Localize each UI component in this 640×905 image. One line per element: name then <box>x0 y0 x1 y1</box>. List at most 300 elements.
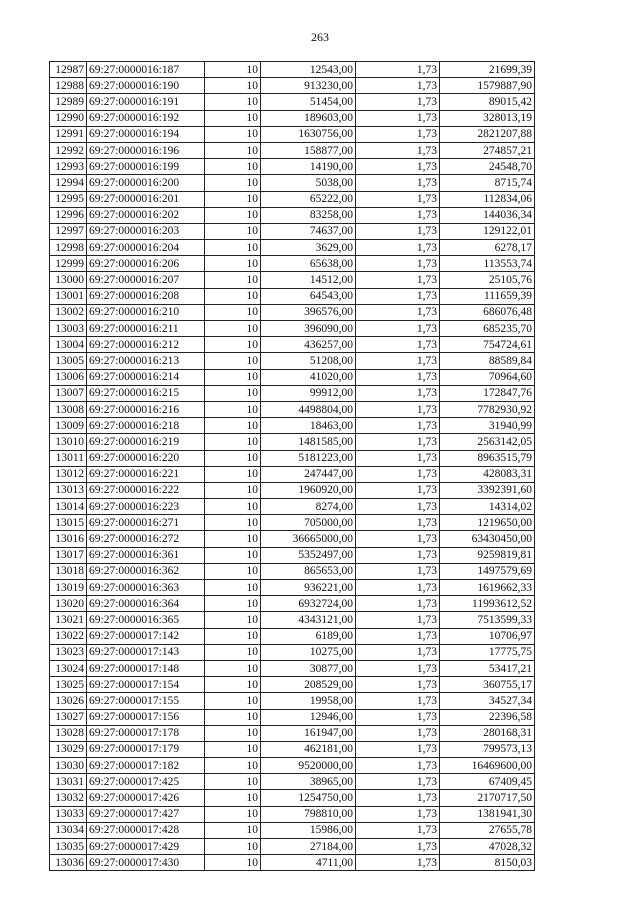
cadastral-value-cell: 685235,70 <box>440 321 535 337</box>
cadastral-number-cell: 69:27:0000016:203 <box>87 223 205 239</box>
table-row <box>50 677 535 693</box>
cadastral-number-cell: 69:27:0000016:199 <box>87 159 205 175</box>
area-value-cell: 41020,00 <box>261 369 356 385</box>
cadastral-value-cell: 88589,84 <box>440 353 535 369</box>
area-value-cell: 51208,00 <box>261 353 356 369</box>
area-value-cell: 74637,00 <box>261 223 356 239</box>
cadastral-value-cell: 7782930,92 <box>440 401 535 417</box>
row-number-cell: 13018 <box>50 563 87 579</box>
table-row <box>50 466 535 482</box>
cadastral-number-cell: 69:27:0000016:200 <box>87 175 205 191</box>
area-value-cell: 38965,00 <box>261 774 356 790</box>
cadastral-number-cell: 69:27:0000016:213 <box>87 353 205 369</box>
table-row <box>50 499 535 515</box>
table-row <box>50 94 535 110</box>
coefficient-value-cell: 1,73 <box>356 758 440 774</box>
cadastral-value-cell: 8150,03 <box>440 855 535 871</box>
quarter-code-cell: 10 <box>205 450 261 466</box>
row-number-cell: 13019 <box>50 580 87 596</box>
coefficient-value-cell: 1,73 <box>356 774 440 790</box>
cadastral-number-cell: 69:27:0000017:154 <box>87 677 205 693</box>
row-number-cell: 13012 <box>50 466 87 482</box>
cadastral-number-cell: 69:27:0000016:202 <box>87 207 205 223</box>
cadastral-number-cell: 69:27:0000016:222 <box>87 482 205 498</box>
area-value-cell: 1960920,00 <box>261 482 356 498</box>
coefficient-value-cell: 1,73 <box>356 321 440 337</box>
coefficient-value-cell: 1,73 <box>356 385 440 401</box>
cadastral-number-cell: 69:27:0000016:214 <box>87 369 205 385</box>
quarter-code-cell: 10 <box>205 191 261 207</box>
quarter-code-cell: 10 <box>205 596 261 612</box>
area-value-cell: 65638,00 <box>261 256 356 272</box>
area-value-cell: 5352497,00 <box>261 547 356 563</box>
cadastral-number-cell: 69:27:0000017:178 <box>87 725 205 741</box>
row-number-cell: 13003 <box>50 321 87 337</box>
row-number-cell: 13030 <box>50 758 87 774</box>
quarter-code-cell: 10 <box>205 418 261 434</box>
table-row <box>50 855 535 871</box>
cadastral-number-cell: 69:27:0000017:428 <box>87 822 205 838</box>
cadastral-value-cell: 24548,70 <box>440 159 535 175</box>
table-row <box>50 353 535 369</box>
cadastral-value-cell: 7513599,33 <box>440 612 535 628</box>
coefficient-value-cell: 1,73 <box>356 272 440 288</box>
coefficient-value-cell: 1,73 <box>356 256 440 272</box>
table-row <box>50 790 535 806</box>
row-number-cell: 13031 <box>50 774 87 790</box>
cadastral-value-cell: 70964,60 <box>440 369 535 385</box>
cadastral-number-cell: 69:27:0000016:223 <box>87 499 205 515</box>
area-value-cell: 18463,00 <box>261 418 356 434</box>
coefficient-value-cell: 1,73 <box>356 240 440 256</box>
row-number-cell: 13024 <box>50 660 87 676</box>
quarter-code-cell: 10 <box>205 628 261 644</box>
area-value-cell: 5181223,00 <box>261 450 356 466</box>
cadastral-number-cell: 69:27:0000017:182 <box>87 758 205 774</box>
quarter-code-cell: 10 <box>205 321 261 337</box>
coefficient-value-cell: 1,73 <box>356 337 440 353</box>
row-number-cell: 13008 <box>50 401 87 417</box>
area-value-cell: 6932724,00 <box>261 596 356 612</box>
coefficient-value-cell: 1,73 <box>356 175 440 191</box>
row-number-cell: 13011 <box>50 450 87 466</box>
cadastral-value-cell: 25105,76 <box>440 272 535 288</box>
quarter-code-cell: 10 <box>205 725 261 741</box>
coefficient-value-cell: 1,73 <box>356 547 440 563</box>
area-value-cell: 64543,00 <box>261 288 356 304</box>
row-number-cell: 12989 <box>50 94 87 110</box>
coefficient-value-cell: 1,73 <box>356 563 440 579</box>
quarter-code-cell: 10 <box>205 62 261 78</box>
cadastral-value-cell: 47028,32 <box>440 839 535 855</box>
row-number-cell: 13013 <box>50 482 87 498</box>
quarter-code-cell: 10 <box>205 126 261 142</box>
coefficient-value-cell: 1,73 <box>356 126 440 142</box>
quarter-code-cell: 10 <box>205 855 261 871</box>
area-value-cell: 462181,00 <box>261 741 356 757</box>
area-value-cell: 436257,00 <box>261 337 356 353</box>
quarter-code-cell: 10 <box>205 758 261 774</box>
coefficient-value-cell: 1,73 <box>356 78 440 94</box>
table-row <box>50 369 535 385</box>
area-value-cell: 396090,00 <box>261 321 356 337</box>
area-value-cell: 247447,00 <box>261 466 356 482</box>
table-row <box>50 418 535 434</box>
cadastral-number-cell: 69:27:0000016:192 <box>87 110 205 126</box>
table-row <box>50 126 535 142</box>
area-value-cell: 8274,00 <box>261 499 356 515</box>
area-value-cell: 14190,00 <box>261 159 356 175</box>
area-value-cell: 14512,00 <box>261 272 356 288</box>
row-number-cell: 12988 <box>50 78 87 94</box>
cadastral-number-cell: 69:27:0000016:208 <box>87 288 205 304</box>
table-row <box>50 547 535 563</box>
cadastral-value-cell: 754724,61 <box>440 337 535 353</box>
quarter-code-cell: 10 <box>205 240 261 256</box>
quarter-code-cell: 10 <box>205 499 261 515</box>
area-value-cell: 4343121,00 <box>261 612 356 628</box>
row-number-cell: 13017 <box>50 547 87 563</box>
quarter-code-cell: 10 <box>205 175 261 191</box>
area-value-cell: 9520000,00 <box>261 758 356 774</box>
row-number-cell: 12991 <box>50 126 87 142</box>
table-body <box>50 62 535 871</box>
coefficient-value-cell: 1,73 <box>356 741 440 757</box>
cadastral-number-cell: 69:27:0000016:212 <box>87 337 205 353</box>
table-row <box>50 806 535 822</box>
cadastral-number-cell: 69:27:0000016:363 <box>87 580 205 596</box>
coefficient-value-cell: 1,73 <box>356 725 440 741</box>
row-number-cell: 12998 <box>50 240 87 256</box>
cadastral-number-cell: 69:27:0000017:427 <box>87 806 205 822</box>
area-value-cell: 865653,00 <box>261 563 356 579</box>
quarter-code-cell: 10 <box>205 774 261 790</box>
coefficient-value-cell: 1,73 <box>356 499 440 515</box>
area-value-cell: 161947,00 <box>261 725 356 741</box>
coefficient-value-cell: 1,73 <box>356 223 440 239</box>
cadastral-value-cell: 1381941,30 <box>440 806 535 822</box>
row-number-cell: 13004 <box>50 337 87 353</box>
cadastral-value-cell: 11993612,52 <box>440 596 535 612</box>
quarter-code-cell: 10 <box>205 288 261 304</box>
row-number-cell: 12992 <box>50 142 87 158</box>
area-value-cell: 99912,00 <box>261 385 356 401</box>
table-row <box>50 385 535 401</box>
cadastral-number-cell: 69:27:0000017:155 <box>87 693 205 709</box>
cadastral-number-cell: 69:27:0000016:196 <box>87 142 205 158</box>
cadastral-number-cell: 69:27:0000016:206 <box>87 256 205 272</box>
cadastral-value-cell: 2170717,50 <box>440 790 535 806</box>
row-number-cell: 13025 <box>50 677 87 693</box>
coefficient-value-cell: 1,73 <box>356 159 440 175</box>
quarter-code-cell: 10 <box>205 660 261 676</box>
cadastral-number-cell: 69:27:0000016:190 <box>87 78 205 94</box>
cadastral-value-table <box>49 61 535 871</box>
coefficient-value-cell: 1,73 <box>356 677 440 693</box>
cadastral-value-cell: 21699,39 <box>440 62 535 78</box>
cadastral-number-cell: 69:27:0000016:215 <box>87 385 205 401</box>
quarter-code-cell: 10 <box>205 272 261 288</box>
cadastral-number-cell: 69:27:0000016:187 <box>87 62 205 78</box>
cadastral-value-cell: 1219650,00 <box>440 515 535 531</box>
row-number-cell: 12997 <box>50 223 87 239</box>
quarter-code-cell: 10 <box>205 677 261 693</box>
coefficient-value-cell: 1,73 <box>356 418 440 434</box>
quarter-code-cell: 10 <box>205 78 261 94</box>
table-row <box>50 191 535 207</box>
area-value-cell: 27184,00 <box>261 839 356 855</box>
cadastral-value-cell: 34527,34 <box>440 693 535 709</box>
quarter-code-cell: 10 <box>205 563 261 579</box>
cadastral-number-cell: 69:27:0000016:272 <box>87 531 205 547</box>
table-row <box>50 337 535 353</box>
table-row <box>50 563 535 579</box>
table-row <box>50 693 535 709</box>
area-value-cell: 12946,00 <box>261 709 356 725</box>
quarter-code-cell: 10 <box>205 693 261 709</box>
cadastral-value-cell: 144036,34 <box>440 207 535 223</box>
coefficient-value-cell: 1,73 <box>356 142 440 158</box>
row-number-cell: 13023 <box>50 644 87 660</box>
row-number-cell: 13015 <box>50 515 87 531</box>
coefficient-value-cell: 1,73 <box>356 207 440 223</box>
row-number-cell: 13016 <box>50 531 87 547</box>
cadastral-value-cell: 9259819,81 <box>440 547 535 563</box>
coefficient-value-cell: 1,73 <box>356 191 440 207</box>
row-number-cell: 13001 <box>50 288 87 304</box>
row-number-cell: 13000 <box>50 272 87 288</box>
table-row <box>50 434 535 450</box>
cadastral-number-cell: 69:27:0000017:430 <box>87 855 205 871</box>
coefficient-value-cell: 1,73 <box>356 806 440 822</box>
area-value-cell: 65222,00 <box>261 191 356 207</box>
coefficient-value-cell: 1,73 <box>356 790 440 806</box>
cadastral-value-cell: 111659,39 <box>440 288 535 304</box>
table-row <box>50 321 535 337</box>
area-value-cell: 10275,00 <box>261 644 356 660</box>
quarter-code-cell: 10 <box>205 256 261 272</box>
cadastral-number-cell: 69:27:0000016:201 <box>87 191 205 207</box>
area-value-cell: 1481585,00 <box>261 434 356 450</box>
row-number-cell: 13028 <box>50 725 87 741</box>
area-value-cell: 158877,00 <box>261 142 356 158</box>
coefficient-value-cell: 1,73 <box>356 822 440 838</box>
area-value-cell: 396576,00 <box>261 304 356 320</box>
cadastral-value-cell: 63430450,00 <box>440 531 535 547</box>
table-row <box>50 288 535 304</box>
row-number-cell: 13034 <box>50 822 87 838</box>
cadastral-value-cell: 8963515,79 <box>440 450 535 466</box>
row-number-cell: 12996 <box>50 207 87 223</box>
quarter-code-cell: 10 <box>205 353 261 369</box>
coefficient-value-cell: 1,73 <box>356 450 440 466</box>
table-row <box>50 175 535 191</box>
coefficient-value-cell: 1,73 <box>356 62 440 78</box>
table-row <box>50 580 535 596</box>
area-value-cell: 189603,00 <box>261 110 356 126</box>
page-number: 263 <box>311 30 329 44</box>
cadastral-value-cell: 686076,48 <box>440 304 535 320</box>
quarter-code-cell: 10 <box>205 644 261 660</box>
cadastral-value-cell: 1619662,33 <box>440 580 535 596</box>
row-number-cell: 13027 <box>50 709 87 725</box>
cadastral-number-cell: 69:27:0000016:365 <box>87 612 205 628</box>
row-number-cell: 13002 <box>50 304 87 320</box>
cadastral-number-cell: 69:27:0000017:143 <box>87 644 205 660</box>
coefficient-value-cell: 1,73 <box>356 660 440 676</box>
quarter-code-cell: 10 <box>205 159 261 175</box>
table-row <box>50 62 535 78</box>
table-row <box>50 660 535 676</box>
cadastral-value-cell: 3392391,60 <box>440 482 535 498</box>
cadastral-value-cell: 6278,17 <box>440 240 535 256</box>
table-row <box>50 612 535 628</box>
table-row <box>50 596 535 612</box>
area-value-cell: 798810,00 <box>261 806 356 822</box>
coefficient-value-cell: 1,73 <box>356 693 440 709</box>
coefficient-value-cell: 1,73 <box>356 644 440 660</box>
quarter-code-cell: 10 <box>205 207 261 223</box>
cadastral-number-cell: 69:27:0000016:361 <box>87 547 205 563</box>
cadastral-value-cell: 8715,74 <box>440 175 535 191</box>
cadastral-number-cell: 69:27:0000017:179 <box>87 741 205 757</box>
area-value-cell: 705000,00 <box>261 515 356 531</box>
cadastral-value-cell: 280168,31 <box>440 725 535 741</box>
area-value-cell: 19958,00 <box>261 693 356 709</box>
quarter-code-cell: 10 <box>205 790 261 806</box>
cadastral-value-cell: 1579887,90 <box>440 78 535 94</box>
coefficient-value-cell: 1,73 <box>356 110 440 126</box>
area-value-cell: 936221,00 <box>261 580 356 596</box>
table-row <box>50 256 535 272</box>
cadastral-value-cell: 22396,58 <box>440 709 535 725</box>
coefficient-value-cell: 1,73 <box>356 580 440 596</box>
table-row <box>50 531 535 547</box>
table-row <box>50 110 535 126</box>
coefficient-value-cell: 1,73 <box>356 401 440 417</box>
quarter-code-cell: 10 <box>205 223 261 239</box>
row-number-cell: 13006 <box>50 369 87 385</box>
quarter-code-cell: 10 <box>205 839 261 855</box>
quarter-code-cell: 10 <box>205 482 261 498</box>
quarter-code-cell: 10 <box>205 580 261 596</box>
quarter-code-cell: 10 <box>205 515 261 531</box>
cadastral-number-cell: 69:27:0000017:429 <box>87 839 205 855</box>
coefficient-value-cell: 1,73 <box>356 304 440 320</box>
table-row <box>50 822 535 838</box>
cadastral-value-cell: 1497579,69 <box>440 563 535 579</box>
cadastral-value-cell: 274857,21 <box>440 142 535 158</box>
cadastral-number-cell: 69:27:0000016:211 <box>87 321 205 337</box>
table-row <box>50 223 535 239</box>
row-number-cell: 13020 <box>50 596 87 612</box>
row-number-cell: 12995 <box>50 191 87 207</box>
row-number-cell: 13014 <box>50 499 87 515</box>
table-row <box>50 142 535 158</box>
coefficient-value-cell: 1,73 <box>356 855 440 871</box>
coefficient-value-cell: 1,73 <box>356 434 440 450</box>
area-value-cell: 30877,00 <box>261 660 356 676</box>
cadastral-number-cell: 69:27:0000017:148 <box>87 660 205 676</box>
quarter-code-cell: 10 <box>205 337 261 353</box>
cadastral-number-cell: 69:27:0000016:191 <box>87 94 205 110</box>
cadastral-number-cell: 69:27:0000016:194 <box>87 126 205 142</box>
quarter-code-cell: 10 <box>205 547 261 563</box>
area-value-cell: 208529,00 <box>261 677 356 693</box>
row-number-cell: 12987 <box>50 62 87 78</box>
area-value-cell: 1254750,00 <box>261 790 356 806</box>
cadastral-value-cell: 172847,76 <box>440 385 535 401</box>
cadastral-value-cell: 799573,13 <box>440 741 535 757</box>
row-number-cell: 13021 <box>50 612 87 628</box>
coefficient-value-cell: 1,73 <box>356 466 440 482</box>
row-number-cell: 13009 <box>50 418 87 434</box>
row-number-cell: 13033 <box>50 806 87 822</box>
area-value-cell: 3629,00 <box>261 240 356 256</box>
cadastral-number-cell: 69:27:0000016:364 <box>87 596 205 612</box>
area-value-cell: 51454,00 <box>261 94 356 110</box>
coefficient-value-cell: 1,73 <box>356 288 440 304</box>
quarter-code-cell: 10 <box>205 304 261 320</box>
table-row <box>50 725 535 741</box>
cadastral-value-cell: 2821207,88 <box>440 126 535 142</box>
cadastral-number-cell: 69:27:0000016:204 <box>87 240 205 256</box>
cadastral-number-cell: 69:27:0000016:210 <box>87 304 205 320</box>
cadastral-value-cell: 67409,45 <box>440 774 535 790</box>
row-number-cell: 13022 <box>50 628 87 644</box>
row-number-cell: 13035 <box>50 839 87 855</box>
cadastral-number-cell: 69:27:0000016:220 <box>87 450 205 466</box>
cadastral-number-cell: 69:27:0000016:271 <box>87 515 205 531</box>
cadastral-value-cell: 89015,42 <box>440 94 535 110</box>
cadastral-value-cell: 27655,78 <box>440 822 535 838</box>
row-number-cell: 13026 <box>50 693 87 709</box>
cadastral-number-cell: 69:27:0000017:156 <box>87 709 205 725</box>
area-value-cell: 36665000,00 <box>261 531 356 547</box>
coefficient-value-cell: 1,73 <box>356 596 440 612</box>
area-value-cell: 1630756,00 <box>261 126 356 142</box>
table-row <box>50 78 535 94</box>
quarter-code-cell: 10 <box>205 142 261 158</box>
cadastral-number-cell: 69:27:0000017:142 <box>87 628 205 644</box>
table-row <box>50 644 535 660</box>
quarter-code-cell: 10 <box>205 822 261 838</box>
cadastral-number-cell: 69:27:0000016:207 <box>87 272 205 288</box>
cadastral-value-cell: 17775,75 <box>440 644 535 660</box>
area-value-cell: 15986,00 <box>261 822 356 838</box>
quarter-code-cell: 10 <box>205 806 261 822</box>
cadastral-value-cell: 53417,21 <box>440 660 535 676</box>
table-row <box>50 628 535 644</box>
coefficient-value-cell: 1,73 <box>356 369 440 385</box>
table-row <box>50 482 535 498</box>
quarter-code-cell: 10 <box>205 401 261 417</box>
cadastral-number-cell: 69:27:0000017:426 <box>87 790 205 806</box>
quarter-code-cell: 10 <box>205 709 261 725</box>
cadastral-number-cell: 69:27:0000016:362 <box>87 563 205 579</box>
quarter-code-cell: 10 <box>205 94 261 110</box>
quarter-code-cell: 10 <box>205 369 261 385</box>
quarter-code-cell: 10 <box>205 385 261 401</box>
cadastral-value-cell: 113553,74 <box>440 256 535 272</box>
table-row <box>50 774 535 790</box>
cadastral-value-cell: 328013,19 <box>440 110 535 126</box>
area-value-cell: 913230,00 <box>261 78 356 94</box>
cadastral-value-cell: 31940,99 <box>440 418 535 434</box>
coefficient-value-cell: 1,73 <box>356 515 440 531</box>
table-row <box>50 450 535 466</box>
cadastral-number-cell: 69:27:0000016:221 <box>87 466 205 482</box>
